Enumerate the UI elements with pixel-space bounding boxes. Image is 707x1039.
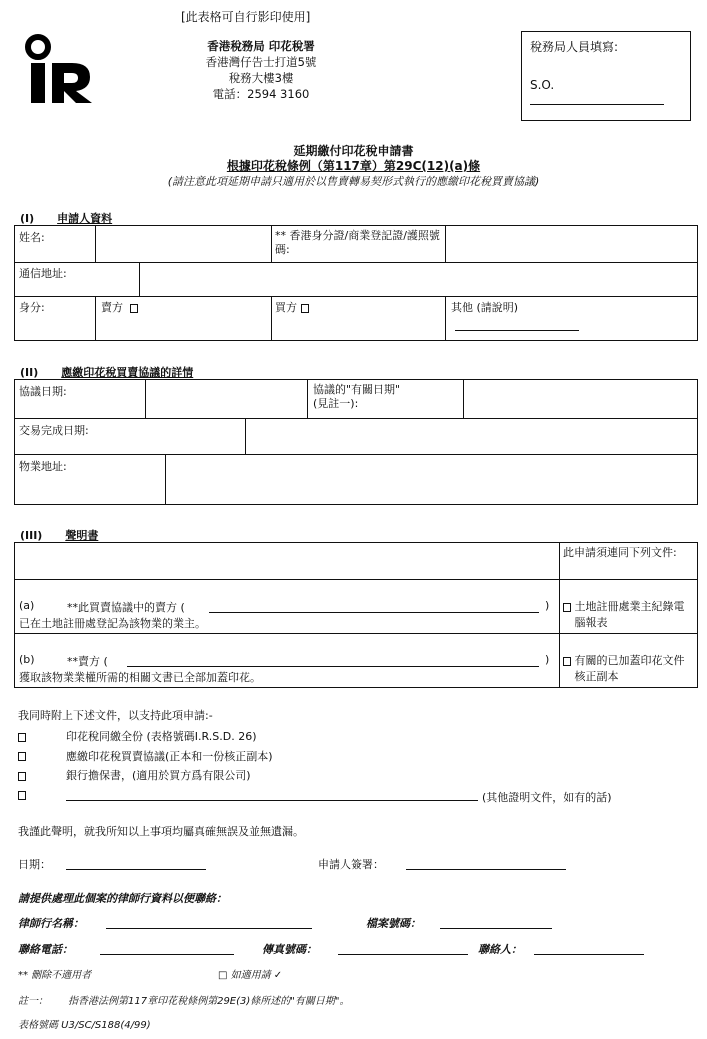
section1-heading: (I) 申請人資料 — [20, 212, 113, 225]
attachments-list — [18, 727, 273, 805]
statement-a-text2: 已在土地註冊處登記為該物業的業主。 — [19, 617, 206, 630]
seller-name-line[interactable] — [209, 612, 539, 613]
office-use-so: S.O. — [530, 78, 555, 92]
name-label: 姓名: — [19, 231, 45, 244]
statement-b-close: ) — [545, 653, 550, 666]
signature-line[interactable] — [406, 869, 566, 870]
tick-note: □ 如適用請 ✓ — [218, 970, 283, 981]
agreement-table — [14, 379, 698, 505]
attach-b[interactable]: 有關的已加蓋印花文件核正副本 — [563, 653, 687, 685]
dept-address-1: 香港灣仔告士打道5號 — [205, 55, 317, 69]
delete-note: ** 刪除不適用者 — [18, 970, 92, 981]
address-label: 通信地址: — [19, 267, 67, 280]
identity-option-other[interactable]: 其他 (請說明) — [451, 301, 519, 314]
id-number-label: ** 香港身分證/商業登記證/護照號碼: — [275, 229, 440, 256]
contact-line[interactable] — [534, 954, 644, 955]
file-no-line[interactable] — [440, 928, 552, 929]
address-field[interactable] — [141, 263, 695, 295]
declaration-table — [14, 542, 698, 688]
dept-phone: 電話：2594 3160 — [212, 87, 310, 101]
identity-other-line[interactable] — [455, 330, 579, 331]
other-document-suffix: (其他證明文件，如有的話) — [482, 791, 612, 804]
relevant-date-field[interactable] — [465, 381, 695, 417]
firm-line[interactable] — [106, 928, 312, 929]
attachment-item[interactable]: 應繳印花稅買賣協議(正本和一份核正副本) — [18, 747, 273, 767]
date-line[interactable] — [66, 869, 206, 870]
dept-name: 香港稅務局 印花稅署 — [207, 39, 315, 53]
phone-line[interactable] — [100, 954, 234, 955]
section2-heading: (II) 應繳印花稅買賣協議的詳情 — [20, 366, 194, 379]
statement-a-label: (a) — [19, 599, 35, 612]
statement-b-label: (b) — [19, 653, 35, 666]
identity-option-seller[interactable]: 賣方 — [101, 299, 138, 315]
identity-option-buyer[interactable]: 買方 — [275, 299, 309, 315]
copy-note: [此表格可自行影印使用] — [181, 10, 311, 24]
buyer-checkbox[interactable] — [301, 304, 309, 313]
attach-header: 此申請須連同下列文件: — [563, 546, 677, 559]
applicant-table — [14, 225, 698, 341]
date-label: 日期： — [18, 858, 51, 871]
name-field[interactable] — [97, 227, 269, 261]
attach-a-checkbox[interactable] — [563, 603, 571, 612]
fax-line[interactable] — [338, 954, 468, 955]
fax-label: 傳真號碼： — [262, 943, 317, 956]
attach-b-checkbox[interactable] — [563, 657, 571, 666]
statement-a-text1: **此買賣協議中的賣方 ( — [67, 601, 185, 614]
agreement-date-label: 協議日期: — [19, 385, 67, 398]
attach-a[interactable]: 土地註冊處業主紀錄電腦報表 — [563, 599, 687, 631]
ird-logo — [24, 33, 94, 105]
form-scope-note: (請注意此項延期申請只適用於以售賣轉易契形式執行的應繳印花稅買賣協議) — [167, 175, 540, 188]
note1-text: 指香港法例第117章印花稅條例第29E(3)條所述的"有關日期"。 — [68, 996, 350, 1007]
form-number: 表格號碼 U3/SC/S188(4/99) — [18, 1020, 151, 1031]
declaration-text: 我謹此聲明，就我所知以上事項均屬真確無誤及並無遺漏。 — [18, 825, 304, 838]
other-document-line[interactable] — [66, 800, 478, 801]
id-number-field[interactable] — [447, 227, 695, 261]
relevant-date-label: 協議的"有關日期" (見註一): — [313, 383, 401, 410]
seller-b-name-line[interactable] — [127, 666, 539, 667]
dept-address-2: 稅務大樓3樓 — [228, 71, 294, 85]
office-use-title: 稅務局人員填寫: — [530, 40, 619, 54]
statement-b-text2: 獲取該物業業權所需的相關文書已全部加蓋印花。 — [19, 671, 261, 684]
property-address-label: 物業地址: — [19, 460, 67, 473]
attachment-item-other[interactable] — [18, 786, 273, 806]
signature-label: 申請人簽署： — [318, 858, 384, 871]
completion-date-label: 交易完成日期: — [19, 424, 89, 437]
property-address-field[interactable] — [167, 455, 695, 503]
attachment-item[interactable]: 印花稅同繳全份 (表格號碼I.R.S.D. 26) — [18, 727, 273, 747]
statement-b-text1: **賣方 ( — [67, 655, 108, 668]
office-use-box — [521, 31, 691, 121]
file-no-label: 檔案號碼： — [366, 917, 421, 930]
attachments-intro: 我同時附上下述文件，以支持此項申請:- — [18, 709, 213, 722]
identity-label: 身分: — [19, 301, 45, 314]
seller-checkbox[interactable] — [130, 304, 138, 313]
agreement-date-field[interactable] — [147, 381, 305, 417]
lawyer-heading: 請提供處理此個案的律師行資料以便聯絡： — [18, 892, 227, 905]
form-legal-basis: 根據印花稅條例（第117章）第29C(12)(a)條 — [226, 159, 481, 173]
statement-a-close: ) — [545, 599, 550, 612]
attachment-item[interactable]: 銀行擔保書，(適用於買方爲有限公司) — [18, 766, 273, 786]
completion-date-field[interactable] — [247, 419, 695, 453]
section3-heading: (III) 聲明書 — [20, 529, 99, 542]
form-title: 延期繳付印花稅申請書 — [293, 144, 414, 158]
firm-label: 律師行名稱： — [18, 917, 84, 930]
note1-label: 註一： — [18, 996, 48, 1007]
phone-label: 聯絡電話： — [18, 943, 73, 956]
contact-label: 聯絡人： — [478, 943, 522, 956]
